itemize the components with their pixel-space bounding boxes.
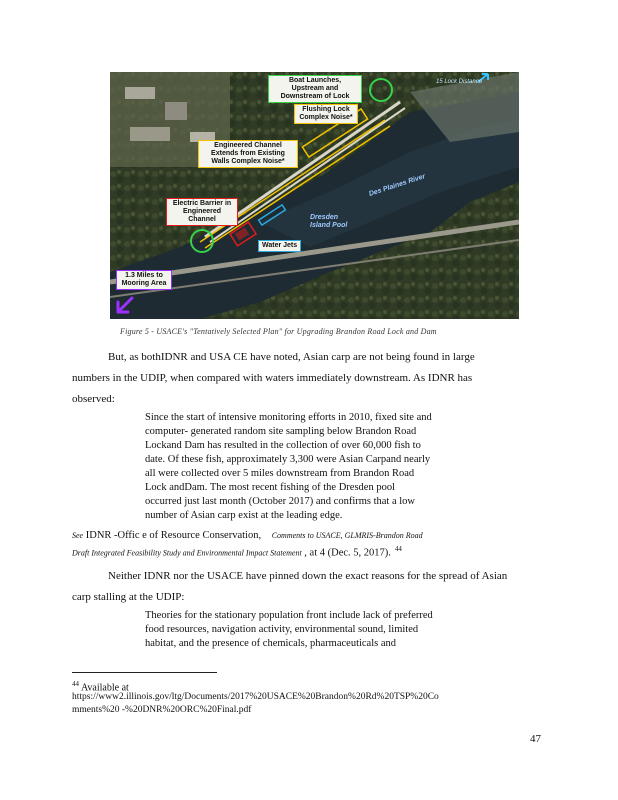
- quote-line: occurred just last month (October 2017) and confirms that a low: [145, 496, 416, 507]
- quote-line: Lock andDam. The most recent fishing of the Dresden pool: [145, 482, 395, 493]
- aerial-map-figure: [110, 72, 519, 319]
- quote-line: habitat, and the presence of chemicals, pharmaceuticals and: [145, 638, 397, 649]
- block-quote-1: [145, 411, 432, 523]
- label-des-plaines-river: Des Plaines River: [368, 173, 427, 198]
- quote-line: all were collected over 5 miles downstream from Brandon Road: [145, 468, 415, 479]
- label-water-jets: Water Jets: [258, 240, 301, 252]
- quote-line: date. Of these fish, approximately 3,300 were Asian Carpand nearly: [145, 454, 431, 465]
- label-flushing-lock: Flushing Lock Complex Noise*: [294, 104, 358, 124]
- figure-caption: Figure 5 - USACE's "Tentatively Selected Plan" for Upgrading Brandon Road Lock and Dam: [120, 327, 437, 336]
- quote-line: food resources, navigation activity, environmental sound, limited: [145, 624, 419, 635]
- page-number: 47: [530, 733, 541, 745]
- footnote-url-line-1[interactable]: https://www2.illinois.gov/ltg/Documents/2017%20USACE%20Brandon%20Rd%20TSP%20Co: [72, 692, 439, 702]
- footnote-reference[interactable]: 44: [394, 545, 402, 553]
- label-boat-launches: Boat Launches, Upstream and Downstream of Lock: [268, 75, 362, 103]
- quote-line: Since the start of intensive monitoring efforts in 2010, fixed site and: [145, 412, 432, 423]
- quote-line: number of Asian carp exist at the leading edge.: [145, 510, 343, 521]
- paragraph-1-line-1: But, as bothIDNR and USA CE have noted, Asian carp are not being found in large: [108, 351, 475, 363]
- block-quote-2: [145, 609, 433, 651]
- paragraph-2-line-2: carp stalling at the UDIP:: [72, 591, 185, 603]
- footnote-url-line-2[interactable]: mments%20 -%20DNR%20ORC%20Final.pdf: [72, 705, 252, 715]
- paragraph-1-line-3: observed:: [72, 393, 115, 405]
- citation-line-1: See IDNR -Offic e of Resource Conservation, Comments to USACE, GLMRIS-Brandon Road: [72, 530, 423, 541]
- paragraph-1-line-2: numbers in the UDIP, when compared with waters immediately downstream. As IDNR has: [72, 372, 473, 384]
- label-lock-distance: 15 Lock Distance: [436, 79, 483, 85]
- label-dresden-pool: Dresden Island Pool: [310, 214, 348, 229]
- quote-line: Lockand Dam has resulted in the collection of over 60,000 fish to: [145, 440, 421, 451]
- label-engineered-channel: Engineered Channel Extends from Existing Walls Complex Noise*: [198, 140, 298, 168]
- citation-line-2: Draft Integrated Feasibility Study and Environmental Impact Statement , at 4 (Dec. 5, 2017). $^{44}$: [72, 545, 402, 559]
- quote-line: computer- generated random site sampling below Brandon Road: [145, 426, 417, 437]
- paragraph-2-line-1: Neither IDNR nor the USACE have pinned down the exact reasons for the spread of Asian: [108, 570, 508, 582]
- label-electric-barrier: Electric Barrier in Engineered Channel: [166, 198, 238, 226]
- footnote-separator: [72, 672, 217, 673]
- quote-line: Theories for the stationary population front include lack of preferred: [145, 610, 433, 621]
- label-mooring-area: 1.3 Miles to Mooring Area: [116, 270, 172, 290]
- footnote-line-1: $^{44}$ Available at: [72, 680, 129, 694]
